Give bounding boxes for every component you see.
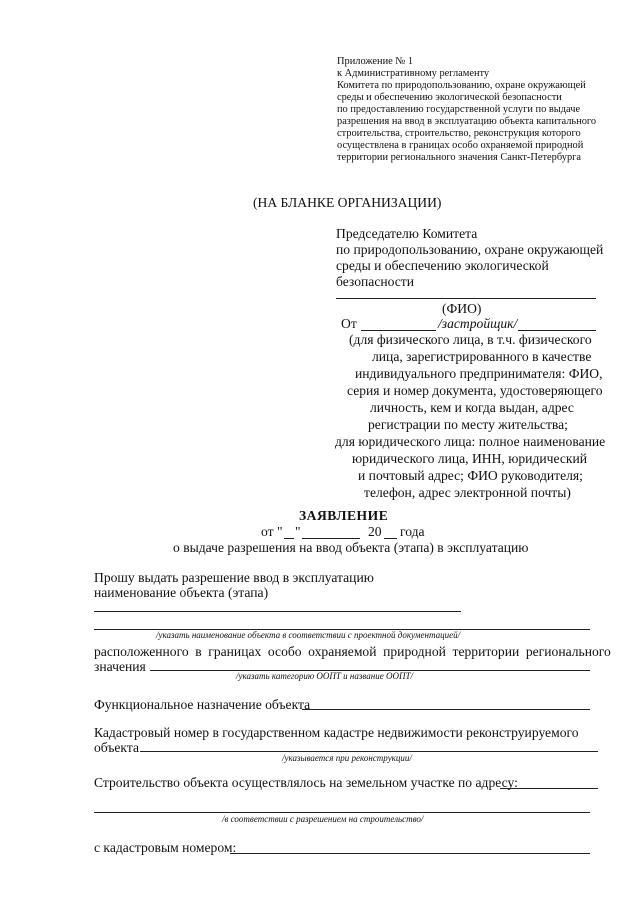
appendix-line: строительства, строительство, реконструкция которого (337, 128, 581, 139)
appendix-line: разрешения на ввод в эксплуатацию объекта капитального (337, 116, 597, 127)
appendix-line: по предоставлению государственной услуги по выдаче (337, 104, 581, 115)
appendix-line: среды и обеспечению экологической безопасности (337, 92, 562, 103)
appendix-line: территории регионального значения Санкт-Петербурга (337, 152, 582, 163)
significance-label: значения (94, 659, 146, 674)
caption-oopt: /указать категорию ООПТ и название ООПТ/ (236, 671, 413, 681)
date-quote: " (295, 524, 301, 539)
from-prefix: От (341, 316, 357, 331)
fio-label: (ФИО) (442, 301, 482, 316)
caption-reconstruction: /указывается при реконструкции/ (282, 753, 412, 763)
object-name-line-1[interactable] (94, 611, 461, 612)
date-year-prefix: 20 (368, 524, 382, 539)
address-fill-line-1[interactable] (500, 788, 598, 789)
cadastral-number-line[interactable] (230, 853, 590, 854)
function-label: Функциональное назначение объекта (94, 697, 311, 712)
addressee-note: юридического лица, ИНН, юридический (352, 451, 588, 466)
address-fill-line-2[interactable] (94, 812, 590, 813)
addressee-note: личность, кем и когда выдан, адрес (370, 400, 574, 415)
addressee-note: для юридического лица: полное наименование (335, 434, 606, 449)
letterhead-note: (НА БЛАНКЕ ОРГАНИЗАЦИИ) (253, 195, 442, 210)
request-text: Прошу выдать разрешение ввод в эксплуатацию (94, 570, 374, 585)
addressee-note: и почтовый адрес; ФИО руководителя; (358, 468, 583, 483)
appendix-line: Приложение № 1 (337, 56, 414, 67)
construction-address-label: Строительство объекта осуществлялось на земельном участке по адресу: (94, 775, 518, 790)
caption-object-name: /указать наименование объекта в соответствии с проектной документацией/ (156, 630, 461, 640)
appendix-line: к Административному регламенту (337, 68, 490, 79)
fio-fill-line[interactable] (336, 298, 596, 299)
from-fill-line[interactable] (361, 330, 436, 331)
addressee-line: по природопользованию, охране окружающей (336, 242, 604, 257)
appendix-line: Комитета по природопользованию, охране окружающей (337, 80, 586, 91)
location-text: расположенного в границах особо охраняемой природной территории регионального (94, 644, 611, 659)
addressee-line: безопасности (336, 274, 415, 289)
cadastral-fill-line[interactable] (140, 751, 598, 752)
from-role: /застройщик/ (438, 316, 518, 331)
addressee-note: регистрации по месту жительства; (368, 417, 568, 432)
addressee-note: лица, зарегистрированного в качестве (372, 349, 592, 364)
date-month-line[interactable] (302, 538, 360, 539)
date-suffix: года (400, 524, 425, 539)
statement-subtitle: о выдаче разрешения на ввод объекта (этапа) в эксплуатацию (173, 540, 529, 555)
object-name-label: наименование объекта (этапа) (94, 585, 269, 600)
statement-title: ЗАЯВЛЕНИЕ (299, 508, 389, 523)
appendix-line: осуществлена в границах особо охраняемой природной (337, 140, 584, 151)
date-prefix: от " (261, 524, 283, 539)
from-fill-line-2[interactable] (518, 330, 596, 331)
addressee-line: среды и обеспечению экологической (336, 258, 549, 273)
addressee-line: Председателю Комитета (336, 226, 478, 241)
addressee-note: телефон, адрес электронной почты) (364, 485, 571, 500)
cadastral-number-label: с кадастровым номером: (94, 840, 237, 855)
caption-permit: /в соответствии с разрешением на строительство/ (222, 814, 424, 824)
addressee-note: (для физического лица, в т.ч. физического (349, 332, 592, 347)
date-year-line[interactable] (384, 538, 397, 539)
function-fill-line[interactable] (302, 709, 590, 710)
date-day-line[interactable] (284, 538, 294, 539)
addressee-note: индивидуального предпринимателя: ФИО, (355, 366, 603, 381)
addressee-note: серия и номер документа, удостоверяющего (347, 383, 603, 398)
cadastral-label: Кадастровый номер в государственном кадастре недвижимости реконструируемого (94, 725, 579, 740)
object-label: объекта (94, 740, 140, 755)
